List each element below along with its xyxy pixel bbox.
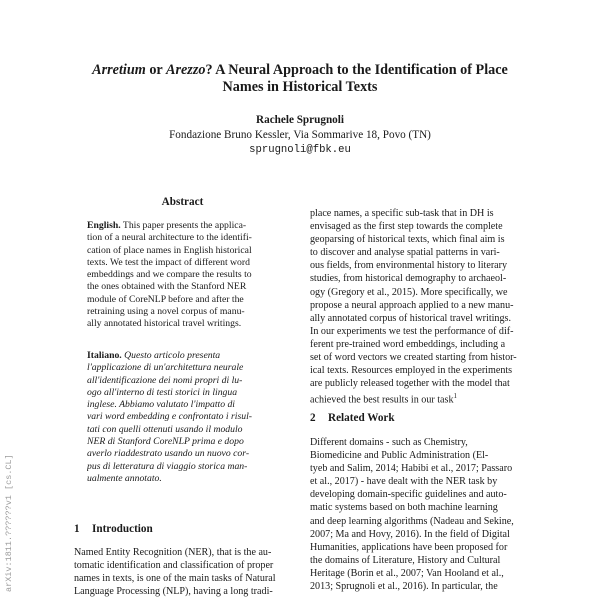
title-or: or (145, 62, 167, 78)
introduction-text (74, 546, 304, 598)
text-line: tomatic identification and classification of proper (74, 560, 274, 572)
text-line: Humanities, applications have been proposed for (310, 541, 508, 553)
arxiv-stamp (2, 420, 16, 600)
abstract-english (87, 220, 278, 331)
text-line: Italiano. Questo articolo presenta (87, 350, 221, 361)
author-email[interactable]: sprugnoli@fbk.eu (249, 144, 351, 156)
footnote-marker[interactable]: 1 (453, 392, 458, 401)
text-line: l'applicazione di un'architettura neurale (87, 362, 244, 374)
text-line: ous fields, from environmental history to literary (310, 260, 508, 272)
text-line: Named Entity Recognition (NER), that is the au- (74, 547, 272, 558)
text-line: propose a neural approach applied to a new manu- (310, 299, 514, 311)
text-line: 2013; Sprugnoli et al., 2016). In particular, the (310, 581, 498, 593)
text-line: NER di Stanford CoreNLP prima e dopo (87, 436, 244, 448)
text-line: all'identificazione dei nomi propri di lu- (87, 374, 243, 386)
paper-title (40, 62, 560, 96)
title-arretium: Arretium (92, 62, 146, 78)
abstract-language-label: Italiano. (87, 350, 122, 361)
text-line: Heritage (Borin et al., 2007; Van Hooland et al., (310, 567, 504, 579)
text-line: pus di letteratura di viaggio storica man- (87, 460, 248, 472)
text-line: ogy (Gregory et al., 2015). More specifically, we (310, 286, 508, 298)
text-line: achieved the best results in our task$^1$ (310, 392, 458, 406)
text-line: the domains of Literature, History and Cultural (310, 554, 501, 566)
text-line: vari word embedding e confrontato i risul- (87, 411, 253, 423)
text-line: Language Processing (NLP), having a long tradi- (74, 586, 273, 598)
right-column-text (310, 207, 532, 407)
section-title: Introduction (92, 523, 153, 535)
text-line: ogo all'interno di testi storici in lingua (87, 386, 238, 398)
text-line: ferent pre-trained word embeddings, including a (310, 338, 506, 350)
text-line: averlo riaddestrato usando un nuovo cor- (87, 448, 250, 460)
author-name: Rachele Sprugnoli (256, 114, 344, 126)
related-work-text (310, 436, 532, 593)
text-line: inglese. Abbiamo valutato l'impatto di (87, 399, 236, 411)
section-title: Related Work (328, 412, 395, 424)
text-line: place names, a specific sub-task that in DH is (310, 208, 494, 219)
text-line: to discover and analyse spatial patterns in vari- (310, 247, 500, 259)
text-line: the ones obtained with the Stanford NER (87, 281, 247, 293)
abstract-language-label: English. (87, 220, 121, 231)
section-number: 1 (74, 523, 80, 535)
abstract-heading: Abstract (161, 196, 204, 208)
arxiv-stamp-text: arXiv:1811.??????v1 [cs.CL] (4, 454, 14, 592)
text-line: texts. We test the impact of different word (87, 256, 250, 268)
title-line2: Names in Historical Texts (222, 79, 378, 95)
text-line: English. This paper presents the applica- (87, 220, 247, 231)
abstract-italian (87, 350, 278, 485)
text-line: embeddings and we compare the results to (87, 269, 252, 281)
text-line: names in texts, is one of the main tasks of Natural (74, 573, 276, 585)
text-line: ualmente annotato. (87, 472, 162, 484)
title-arezzo: Arezzo (166, 62, 206, 78)
text-line: and deep learning algorithms (Nadeau and Sekine, (310, 515, 514, 527)
text-line: matic systems based on both machine learning (310, 502, 498, 514)
text-line: In our experiments we test the performance of dif- (310, 325, 514, 337)
text-line: module of CoreNLP before and after the (87, 293, 244, 305)
text-line: Biomedicine and Public Administration (El- (310, 450, 489, 462)
section-heading-related-work (310, 412, 395, 424)
text-line: ally annotated historical travel writings. (87, 318, 242, 330)
text-line: cation of place names in English historical (87, 244, 252, 256)
title-rest: ? A Neural Approach to the Identification of Place (205, 62, 508, 78)
text-line: tion of a neural architecture to the identifi- (87, 232, 252, 244)
text-line: tati con quelli ottenuti usando il modulo (87, 423, 243, 435)
text-line: tyeb and Salim, 2014; Habibi et al., 2017; Passaro (310, 463, 513, 475)
text-line: retraining using a novel corpus of manu- (87, 306, 245, 318)
text-line: geoparsing of historical texts, which final aim is (310, 234, 505, 246)
text-line: are publicly released together with the model that (310, 378, 510, 390)
text-line: et al., 2017) - have dealt with the NER task by (310, 476, 498, 488)
text-line: developing domain-specific guidelines and auto- (310, 489, 507, 501)
text-line: envisaged as the first step towards the complete (310, 221, 503, 233)
text-line: set of word vectors we created starting from histor- (310, 352, 517, 364)
section-number: 2 (310, 412, 316, 424)
text-line: ical texts. Resources employed in the experiments (310, 365, 513, 377)
text-line: studies, from historical demography to archaeol- (310, 273, 507, 285)
author-affiliation: Fondazione Bruno Kessler, Via Sommarive 18, Povo (TN) (169, 129, 431, 141)
text-line: Different domains - such as Chemistry, (310, 437, 468, 448)
section-heading-introduction (74, 523, 153, 535)
text-line: ally annotated corpus of historical travel writings. (310, 312, 511, 324)
text-line: 2007; Ma and Hovy, 2016). In the field of Digital (310, 528, 510, 540)
